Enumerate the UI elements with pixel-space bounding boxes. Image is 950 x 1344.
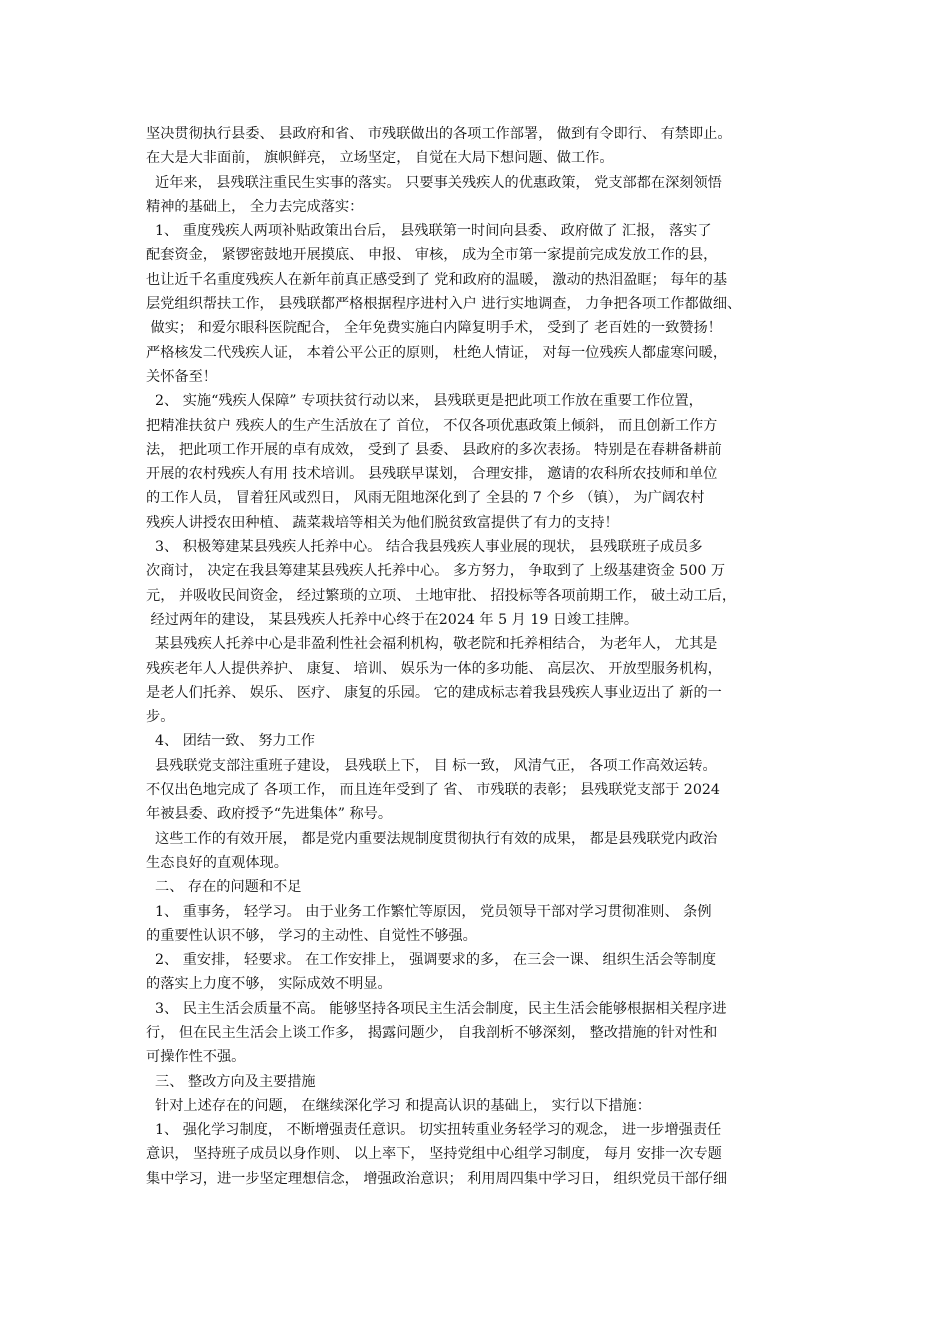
text-line: 层党组织帮扶工作， 县残联都严格根据程序进村入户 进行实地调查， 力争把各项工作都做细、 (146, 296, 742, 313)
text-line: 2、 重安排， 轻要求。 在工作安排上， 强调要求的多， 在三会一课、 组织生活会等制度 (146, 952, 717, 969)
text-line: 三、 整改方向及主要措施 (146, 1073, 316, 1090)
text-line: 近年来， 县残联注重民生实事的落实。 只要事关残疾人的优惠政策， 党支部都在深刻领悟 (146, 174, 722, 191)
text-line: 二、 存在的问题和不足 (146, 879, 302, 896)
text-line: 精神的基础上， 全力去完成落实： (146, 198, 364, 215)
text-line: 做实； 和爱尔眼科医院配合， 全年免费实施白内障复明手术， 受到了 老百姓的一致赞扬！ (146, 320, 722, 337)
text-line: 在大是大非面前， 旗帜鲜亮， 立场坚定， 自觉在大局下想问题、做工作。 (146, 150, 614, 167)
text-line: 4、 团结一致、 努力工作 (146, 733, 315, 750)
text-line: 行， 但在民主生活会上谈工作多， 揭露问题少， 自我剖析不够深刻， 整改措施的针对性和 (146, 1024, 718, 1041)
text-line: 经过两年的建设， 某县残疾人托养中心终于在2024 年 5 月 19 日竣工挂牌。 (146, 611, 639, 628)
text-line: 1、 强化学习制度， 不断增强责任意识。 切实扭转重业务轻学习的观念， 进一步增强责任 (146, 1122, 722, 1139)
document-body (146, 122, 812, 1191)
text-line: 2、 实施“残疾人保障” 专项扶贫行动以来， 县残联更是把此项工作放在重要工作位置， (146, 393, 703, 410)
text-line: 3、 民主生活会质量不高。 能够坚持各项民主生活会制度，民主生活会能够根据相关程序进 (146, 1000, 727, 1017)
text-line: 集中学习，进一步坚定理想信念， 增强政治意识； 利用周四集中学习日， 组织党员干部仔细 (146, 1170, 728, 1187)
text-line: 的重要性认识不够， 学习的主动性、自觉性不够强。 (146, 927, 477, 944)
text-line: 某县残疾人托养中心是非盈利性社会福利机构，敬老院和托养相结合， 为老年人， 尤其是 (146, 636, 718, 653)
text-line: 坚决贯彻执行县委、 县政府和省、 市残联做出的各项工作部署， 做到有令即行、 有禁即止。 (146, 126, 732, 142)
text-line: 的工作人员， 冒着狂风或烈日， 风雨无阻地深化到了 全县的 7 个乡 （镇）， 为广阔农村 (146, 490, 705, 507)
text-line: 意识， 坚持班子成员以身作则、 以上率下， 坚持党组中心组学习制度， 每月 安排一次专题 (146, 1146, 722, 1163)
text-line: 针对上述存在的问题， 在继续深化学习 和提高认识的基础上， 实行以下措施： (146, 1097, 651, 1114)
text-line: 不仅出色地完成了 各项工作， 而且连年受到了 省、 市残联的表彰； 县残联党支部于 2024 (146, 782, 720, 799)
text-line: 可操作性不强。 (146, 1049, 246, 1066)
text-line: 县残联党支部注重班子建设， 县残联上下， 目 标一致， 风清气正， 各项工作高效运转。 (146, 757, 717, 774)
text-line: 严格核发二代残疾人证， 本着公平公正的原则， 杜绝人情证， 对每一位残疾人都虚寒问暖， (146, 344, 728, 361)
text-line: 残疾老年人人提供养护、 康复、 培训、 娱乐为一体的多功能、 高层次、 开放型服务机构， (146, 660, 722, 677)
text-line: 1、 重事务， 轻学习。 由于业务工作繁忙等原因， 党员领导干部对学习贯彻准则、 条例 (146, 903, 712, 920)
text-line: 开展的农村残疾人有用 技术培训。 县残联早谋划， 合理安排， 邀请的农科所农技师和单位 (146, 466, 718, 483)
text-line: 这些工作的有效开展， 都是党内重要法规制度贯彻执行有效的成果， 都是县残联党内政治 (146, 830, 718, 847)
text-line: 1、 重度残疾人两项补贴政策出台后， 县残联第一时间向县委、 政府做了 汇报， 落实了 (146, 223, 712, 240)
text-line: 次商讨， 决定在我县筹建某县残疾人托养中心。 多方努力， 争取到了 上级基建资金 500 万 (146, 563, 726, 580)
text-line: 元， 并吸收民间资金， 经过繁琐的立项、 土地审批、 招投标等各项前期工作， 破土动工后， (146, 587, 737, 604)
text-line: 是老人们托养、 娱乐、 医疗、 康复的乐园。 它的建成标志着我县残疾人事业迈出了 新的一 (146, 684, 722, 701)
text-line: 把精准扶贫户 残疾人的生产生活放在了 首位， 不仅各项优惠政策上倾斜， 而且创新工作方 (146, 417, 718, 434)
text-line: 也让近千名重度残疾人在新年前真正感受到了 党和政府的温暖， 激动的热泪盈眶； 每年的基 (146, 271, 728, 288)
text-line: 配套资金， 紧锣密鼓地开展摸底、 申报、 审核， 成为全市第一家提前完成发放工作的县， (146, 247, 718, 264)
text-line: 的落实上力度不够， 实际成效不明显。 (146, 976, 392, 993)
text-line: 关怀备至！ (146, 368, 217, 385)
text-line: 年被县委、政府授予“先进集体” 称号。 (146, 806, 393, 823)
text-line: 法， 把此项工作开展的卓有成效， 受到了 县委、 县政府的多次表扬。 特别是在春耕备耕前 (146, 441, 722, 458)
text-line: 步。 (146, 709, 175, 726)
text-line: 生态良好的直观体现。 (146, 854, 288, 871)
text-line: 3、 积极筹建某县残疾人托养中心。 结合我县残疾人事业展的现状， 县残联班子成员多 (146, 539, 703, 556)
text-line: 残疾人讲授农田种植、 蔬菜栽培等相关为他们脱贫致富提供了有力的支持！ (146, 514, 619, 531)
